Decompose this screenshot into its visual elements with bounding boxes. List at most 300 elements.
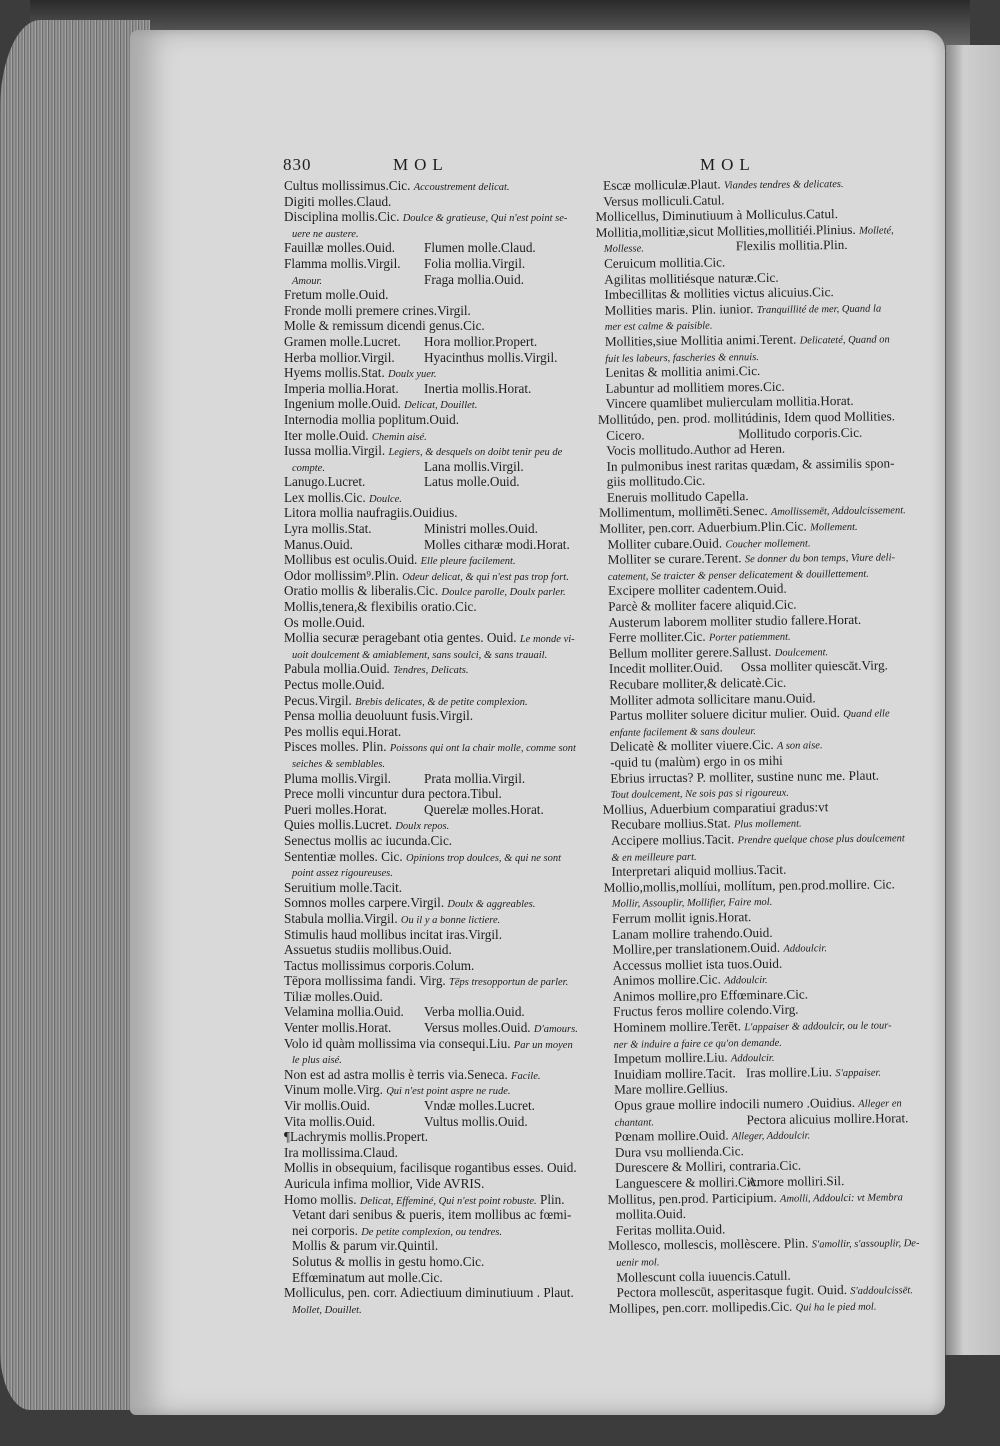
french-gloss: Prendre quelque chose plus doulcement <box>737 833 905 847</box>
dictionary-line <box>284 1098 584 1114</box>
entry-text: Vita mollis.Ouid. <box>284 1113 376 1129</box>
entry-text: Vincere quamlibet mulierculam mollitia.Horat. <box>605 393 854 412</box>
entry-text: Mollia securæ peragebant otia gentes. Ouid. <box>284 630 517 646</box>
entry-text: Manus.Ouid. <box>284 536 353 552</box>
dictionary-line <box>284 1160 584 1176</box>
dictionary-line <box>284 1051 584 1067</box>
entry-text: Incedit molliter.Ouid. <box>608 659 723 677</box>
dictionary-line <box>284 490 584 506</box>
entry-text: -quid tu (malùm) ergo in os mihi <box>610 752 783 770</box>
entry-text: Effœminatum aut molle.Cic. <box>292 1269 443 1285</box>
entry-text: Pueri molles.Horat. <box>284 801 387 817</box>
dictionary-line <box>284 989 584 1005</box>
dictionary-line <box>284 194 584 210</box>
entry-text: Vetant dari senibus & pueris, item mollibus ac fœmi- <box>292 1207 572 1223</box>
entry-text: Querelæ molles.Horat. <box>424 801 544 817</box>
second-entry <box>424 256 525 272</box>
entry-text: Lyra mollis.Stat. <box>284 521 372 537</box>
entry-text: Mollis,tenera,& flexibilis oratio.Cic. <box>284 599 477 615</box>
french-gloss: point assez rigoureuses. <box>292 868 393 880</box>
entry-text: Stimulis haud mollibus incitat iras.Virgil. <box>284 926 503 942</box>
dictionary-line <box>284 365 584 381</box>
entry-text: Vultus mollis.Ouid. <box>424 1113 528 1129</box>
entry-text: Digiti molles.Claud. <box>284 193 392 209</box>
dictionary-line <box>284 552 584 568</box>
second-entry <box>424 240 536 256</box>
entry-text: Animos mollire.Cic. <box>612 971 721 989</box>
french-gloss: Plus mollement. <box>733 818 802 831</box>
dictionary-line <box>284 1036 584 1052</box>
french-gloss: Amollissemēt, Addoulcissement. <box>770 505 906 519</box>
second-entry <box>424 350 557 366</box>
entry-text: Amore molliri.Sil. <box>747 1173 845 1190</box>
french-gloss: Doulce & gratieuse, Qui n'est point se- <box>402 213 568 225</box>
french-gloss: Delicat, Effeminé, Qui n'est point robuste. <box>359 1195 537 1207</box>
right-column <box>595 174 920 1316</box>
french-gloss: Doulx repos. <box>395 821 450 833</box>
entry-text: Mare mollire.Gellius. <box>614 1080 729 1098</box>
dictionary-line <box>284 287 584 303</box>
dictionary-line <box>597 330 902 349</box>
french-gloss: Addoulcir. <box>783 943 828 955</box>
entry-text: Recubare mollius.Stat. <box>610 815 731 833</box>
entry-text: Impetum mollire.Liu. <box>613 1049 728 1067</box>
entry-text: Prata mollia.Virgil. <box>424 770 526 786</box>
entry-text: Quies mollis.Lucret. <box>284 817 393 833</box>
entry-text: Vocis mollitudo.Author ad Heren. <box>606 440 786 458</box>
french-gloss: catement, Se traicter & penser delicatement & douillettement. <box>607 568 869 583</box>
dictionary-line <box>284 1207 584 1223</box>
dictionary-line <box>284 1145 584 1161</box>
entry-text: Pectora alicuius mollire.Horat. <box>746 1109 909 1127</box>
entry-text: Odor mollissim⁹.Plin. <box>284 567 399 583</box>
entry-text: Excipere molliter cadentem.Ouid. <box>607 581 787 599</box>
dictionary-line <box>284 350 584 366</box>
entry-text: Cultus mollissimus.Cic. <box>284 178 411 193</box>
entry-text: Velamina mollia.Ouid. <box>284 1004 404 1020</box>
entry-text: Pectora mollescūt, asperitasque fugit. Ouid. <box>616 1282 848 1300</box>
entry-text: Mollitus, pen.prod. Participium. <box>607 1189 777 1207</box>
french-gloss: Alleger, Addoulcir. <box>731 1130 811 1143</box>
second-entry <box>746 1110 908 1128</box>
french-gloss: D'amours. <box>533 1024 578 1036</box>
dictionary-line <box>284 864 584 880</box>
french-gloss: Poissons qui ont la chair molle, comme sont <box>389 743 576 755</box>
dictionary-line <box>284 849 584 865</box>
french-gloss: Amolli, Addoulci: vt Membra <box>779 1191 903 1205</box>
entry-text: Molliter cubare.Ouid. <box>607 535 723 552</box>
french-gloss: Facile. <box>511 1070 541 1082</box>
second-entry <box>424 1098 535 1114</box>
entry-text: Mollesco, mollescis, mollèscere. Plin. <box>607 1235 809 1254</box>
french-gloss: Doulcement. <box>774 647 829 659</box>
entry-text: Ira mollissima.Claud. <box>284 1144 398 1160</box>
french-gloss: Accoustrement delicat. <box>413 182 510 193</box>
french-gloss: S'amollir, s'assouplir, De- <box>811 1238 920 1251</box>
entry-text: Assuetus studiis mollibus.Ouid. <box>284 942 452 958</box>
dictionary-line <box>284 256 584 272</box>
dictionary-line <box>284 1238 584 1254</box>
french-gloss: Addoulcir. <box>724 975 768 987</box>
entry-text: mollita.Ouid. <box>615 1206 687 1223</box>
dictionary-line <box>284 771 584 787</box>
entry-text: Eneruis mollitudo Capella. <box>606 488 749 505</box>
book-page-edges <box>0 20 150 1410</box>
entry-text: Interpretari aliquid mollius.Tacit. <box>611 861 787 879</box>
french-gloss: Viandes tendres & delicates. <box>723 178 844 192</box>
dictionary-line <box>603 829 908 848</box>
entry-text: Ossa molliter quiescāt.Virg. <box>740 657 889 675</box>
second-entry <box>738 424 862 441</box>
entry-text: Litora mollia naufragiis.Ouidius. <box>284 505 458 521</box>
entry-text: Durescere & Molliri, contraria.Cic. <box>615 1157 802 1176</box>
entry-text: Tactus mollissimus corporis.Colum. <box>284 957 475 973</box>
entry-text: Prece molli vincuntur dura pectora.Tibul. <box>284 786 502 802</box>
entry-text: Mollibus est oculis.Ouid. <box>284 552 418 568</box>
entry-text: Mollescunt colla iuuencis.Catull. <box>616 1267 791 1285</box>
french-gloss: Se donner du bon temps, Viure deli- <box>744 552 896 566</box>
entry-text: Imperia mollia.Horat. <box>284 380 399 396</box>
entry-text: Pectus molle.Ouid. <box>284 677 385 692</box>
dictionary-line <box>284 1270 584 1286</box>
dictionary-line <box>284 428 584 444</box>
french-gloss: Addoulcir. <box>730 1053 775 1065</box>
entry-text: Agilitas mollitiésque naturæ.Cic. <box>604 269 779 287</box>
entry-text: Austerum laborem molliter studio fallere.Horat. <box>608 611 862 630</box>
dictionary-line <box>284 303 584 319</box>
entry-text: Feritas mollita.Ouid. <box>615 1221 726 1238</box>
dictionary-line <box>284 677 584 693</box>
entry-text: Mollire,per translationem.Ouid. <box>612 939 781 957</box>
french-gloss: Le monde vi- <box>519 634 575 646</box>
entry-text: Flexilis mollitia.Plin. <box>735 237 848 254</box>
entry-text: Disciplina mollis.Cic. <box>284 209 400 225</box>
entry-text: Cicero. <box>606 426 645 443</box>
french-gloss: Alleger en <box>858 1098 902 1110</box>
entry-text: Opus graue mollire indocili numero .Ouidius. <box>614 1094 856 1113</box>
french-gloss: uoit doulcement & amiablement, sans soulci, & sans trauail. <box>292 649 548 661</box>
entry-text: Stabula mollia.Virgil. <box>284 910 398 926</box>
dictionary-line <box>284 381 584 397</box>
left-column <box>284 178 584 1316</box>
second-entry <box>424 1020 578 1038</box>
entry-text: Dura vsu mollienda.Cic. <box>614 1143 744 1160</box>
entry-text: Venter mollis.Horat. <box>284 1020 392 1036</box>
dictionary-line <box>284 537 584 553</box>
entry-text: Animos mollire,pro Effœminare.Cic. <box>612 986 809 1004</box>
entry-text: Mollis & parum vir.Quintil. <box>292 1238 439 1254</box>
french-gloss: Chemin aisé. <box>371 431 427 443</box>
dictionary-line <box>284 895 584 911</box>
dictionary-line <box>284 927 584 943</box>
entry-text: Parcè & molliter facere aliquid.Cic. <box>608 596 797 614</box>
dictionary-line <box>284 459 584 475</box>
dictionary-line <box>284 474 584 490</box>
entry-text: Hominem mollire.Terēt. <box>613 1018 742 1035</box>
dictionary-line <box>284 755 584 771</box>
entry-text: Escæ molliculæ.Plaut. <box>602 176 721 193</box>
entry-text: Mollities,siue Mollitia animi.Terent. <box>604 331 797 349</box>
dictionary-line <box>284 272 584 288</box>
entry-text: Pecus.Virgil. <box>284 692 352 708</box>
dictionary-line <box>284 1067 584 1083</box>
french-gloss: Ou il y a bonne lictiere. <box>400 914 501 926</box>
french-gloss: Qui ha le pied mol. <box>795 1301 877 1314</box>
french-gloss: ner & induire a faire ce qu'on demande. <box>613 1037 782 1051</box>
entry-text: Mollimentum, mollimēti.Senec. <box>599 503 768 521</box>
entry-text: Iras mollire.Liu. <box>745 1064 833 1081</box>
dictionary-line <box>284 693 584 709</box>
entry-text: Internodia mollia poplitum.Ouid. <box>284 411 460 427</box>
entry-text: Os molle.Ouid. <box>284 614 365 630</box>
entry-text: Iussa mollia.Virgil. <box>284 443 386 459</box>
entry-text: Accessus molliet ista tuos.Ouid. <box>612 955 783 973</box>
dictionary-line <box>284 505 584 521</box>
entry-text: Lanugo.Lucret. <box>284 474 366 490</box>
running-head-left: MOL <box>393 155 449 174</box>
entry-text: Folia mollia.Virgil. <box>424 255 526 271</box>
entry-text: Vinum molle.Virg. <box>284 1082 383 1098</box>
entry-text: Senectus mollis ac iucunda.Cic. <box>284 832 453 848</box>
second-entry <box>741 658 888 675</box>
entry-text: Flamma mollis.Virgil. <box>284 255 401 271</box>
dictionary-line <box>284 802 584 818</box>
french-gloss: Tēps tresopportun de parler. <box>449 977 569 989</box>
entry-text: Fauillæ molles.Ouid. <box>284 240 395 256</box>
second-entry <box>747 1173 844 1190</box>
dictionary-line <box>284 240 584 256</box>
entry-text: Molliter, pen.corr. Aduerbium.Plin.Cic. <box>599 518 807 537</box>
dictionary-line <box>284 1285 584 1301</box>
french-gloss: S'addoulcissēt. <box>850 1285 913 1298</box>
entry-text: Labuntur ad mollitiem mores.Cic. <box>605 378 785 396</box>
entry-text: Tēpora mollissima fandi. Virg. <box>284 973 446 989</box>
entry-text: Sententiæ molles. Cic. <box>284 848 403 864</box>
entry-text: Languescere & molliri.Cic. <box>615 1174 760 1191</box>
entry-text: Ferrum mollit ignis.Horat. <box>611 909 752 926</box>
entry-text: nei corporis. <box>292 1222 358 1238</box>
french-gloss: Doulce parolle, Doulx parler. <box>441 587 566 599</box>
second-entry <box>424 802 544 818</box>
entry-text: Non est ad astra mollis è terris via.Seneca. <box>284 1066 508 1082</box>
second-entry <box>424 459 524 475</box>
entry-text: Solutus & mollis in gestu homo.Cic. <box>292 1253 485 1269</box>
page-number: 830 <box>283 155 312 174</box>
dictionary-line <box>284 1192 584 1208</box>
french-gloss: compte. <box>292 462 325 474</box>
dictionary-line <box>284 521 584 537</box>
entry-text: Pensa mollia deuoluunt fusis.Virgil. <box>284 708 474 724</box>
entry-text: Hyems mollis.Stat. <box>284 365 385 381</box>
dictionary-line <box>284 599 584 615</box>
entry-text: Molliter admota sollicitare manu.Ouid. <box>609 689 816 708</box>
french-gloss: Delicat, Douillet. <box>404 400 478 412</box>
french-gloss: Par un moyen <box>513 1039 573 1051</box>
french-gloss: Opinions trop doulces, & qui ne sont <box>405 852 562 864</box>
french-gloss: Brebis delicates, & de petite complexion. <box>355 696 528 708</box>
entry-text: Oratio mollis & liberalis.Cic. <box>284 583 439 599</box>
entry-text: Mollities maris. Plin. iunior. <box>604 300 754 318</box>
dictionary-line <box>284 817 584 833</box>
french-gloss: Mollement. <box>810 521 858 534</box>
french-gloss: Molleté, <box>859 225 894 237</box>
entry-text: Pœnam mollire.Ouid. <box>614 1127 729 1145</box>
dictionary-line <box>605 1016 910 1035</box>
second-entry <box>424 521 538 537</box>
entry-text: Hora mollior.Propert. <box>424 333 538 349</box>
french-gloss: De petite complexion, ou tendres. <box>361 1226 502 1238</box>
dictionary-line <box>284 178 584 194</box>
entry-text: Vir mollis.Ouid. <box>284 1098 371 1114</box>
entry-text: Lex mollis.Cic. <box>284 489 366 505</box>
entry-text: Ceruicum mollitia.Cic. <box>603 254 726 271</box>
french-gloss: Porter patiemment. <box>708 631 791 644</box>
french-gloss: Doulx yuer. <box>388 369 437 381</box>
entry-text: Pluma mollis.Virgil. <box>284 770 392 786</box>
french-gloss: Odeur delicat, & qui n'est pas trop fort. <box>402 571 569 583</box>
dictionary-line <box>284 708 584 724</box>
dictionary-line <box>284 833 584 849</box>
entry-text: Pabula mollia.Ouid. <box>284 661 390 677</box>
entry-text: Recubare molliter,& delicatè.Cic. <box>609 674 787 692</box>
entry-text: Gramen molle.Lucret. <box>284 333 401 349</box>
dictionary-line <box>284 318 584 334</box>
dictionary-line <box>284 1082 584 1098</box>
entry-text: Mollitia,mollitiæ,sicut Mollities,mollitiéi.Plinius. <box>595 221 856 240</box>
dictionary-line <box>284 412 584 428</box>
dictionary-line <box>284 786 584 802</box>
running-head-right: MOL <box>700 155 756 174</box>
french-gloss: Legiers, & desquels on doibt tenir peu de <box>388 447 563 459</box>
entry-text: Somnos molles carpere.Virgil. <box>284 895 445 911</box>
french-gloss: uere ne austere. <box>292 228 359 240</box>
entry-text: Herba mollior.Virgil. <box>284 349 395 365</box>
entry-text: Bellum molliter gerere.Sallust. <box>608 643 772 661</box>
facing-page-edge <box>945 45 1000 1355</box>
second-entry <box>424 474 520 490</box>
dictionary-line <box>284 443 584 459</box>
second-entry <box>424 1004 525 1020</box>
french-gloss: Tendres, Delicats. <box>393 665 469 677</box>
entry-text: Delicatè & molliter viuere.Cic. <box>609 737 774 755</box>
french-gloss: Amour. <box>292 275 323 287</box>
dictionary-line <box>284 739 584 755</box>
entry-text: Flumen molle.Claud. <box>424 240 536 256</box>
dictionary-line <box>284 630 584 646</box>
entry-text: Ebrius irructas? P. molliter, sustine nunc me. Plaut. <box>610 767 880 786</box>
second-entry <box>736 237 848 254</box>
french-gloss: Delicateté, Quand on <box>799 334 890 347</box>
dictionary-line <box>284 1176 584 1192</box>
entry-text: Homo mollis. <box>284 1191 357 1207</box>
dictionary-line <box>284 396 584 412</box>
entry-text: Imbecillitas & mollities victus alicuius.Cic. <box>604 284 834 303</box>
french-gloss: Doulx & aggreables. <box>447 899 536 911</box>
french-gloss: uenir mol. <box>616 1257 660 1269</box>
dictionary-line <box>284 334 584 350</box>
dictionary-line <box>284 1301 584 1317</box>
entry-text: Mollicellus, Diminutiuum à Molliculus.Catul. <box>595 206 839 225</box>
entry-text: Mollitúdo, pen. prod. mollitúdinis, Idem quod Mollities. <box>597 408 896 427</box>
second-entry <box>424 381 531 397</box>
entry-text: In pulmonibus inest raritas quædam, & assimilis spon- <box>606 455 895 474</box>
entry-text: Latus molle.Ouid. <box>424 474 520 490</box>
entry-text: Lanam mollire trahendo.Ouid. <box>612 924 773 942</box>
french-gloss: Tranquillité de mer, Quand la <box>756 303 882 316</box>
entry-text: Versus molles.Ouid. <box>424 1020 531 1036</box>
entry-text: Mollio,mollis,mollíui, mollítum, pen.prod.mollire. Cic. <box>603 876 895 895</box>
dictionary-line <box>284 973 584 989</box>
french-gloss: Tout doulcement, Ne sois pas si rigoureux. <box>610 787 789 802</box>
entry-text: Iter molle.Ouid. <box>284 427 369 443</box>
french-gloss: Mollesse. <box>603 243 644 256</box>
entry-text: Seruitium molle.Tacit. <box>284 879 403 895</box>
french-gloss: enfante facilement & sans douleur. <box>609 725 756 739</box>
french-gloss: le plus aisé. <box>292 1055 342 1067</box>
entry-text: Volo id quàm mollissima via consequi.Liu. <box>284 1035 511 1051</box>
dictionary-line <box>284 225 584 241</box>
entry-text: Hyacinthus mollis.Virgil. <box>424 349 558 365</box>
dictionary-line <box>606 1063 911 1082</box>
french-gloss: Mollet, Douillet. <box>292 1304 362 1316</box>
entry-text: Inuidiam mollire.Tacit. <box>613 1065 736 1082</box>
french-gloss: chantant. <box>614 1116 654 1129</box>
entry-text: Molles citharæ modi.Horat. <box>424 536 570 552</box>
dictionary-line <box>284 1114 584 1130</box>
second-entry <box>424 1114 528 1130</box>
second-entry <box>424 771 525 787</box>
dictionary-line <box>284 583 584 599</box>
entry-text: Molle & remissum dicendi genus.Cic. <box>284 318 485 334</box>
second-entry <box>424 537 570 553</box>
french-gloss: A son aise. <box>776 740 823 753</box>
french-gloss: & en meilleure part. <box>611 851 697 864</box>
french-gloss: L'appaiser & addoulcir, ou le tour- <box>744 1020 892 1034</box>
entry-text: giis mollitudo.Cic. <box>606 472 706 490</box>
french-gloss: mer est calme & paisible. <box>604 320 713 334</box>
dictionary-line <box>284 661 584 677</box>
entry-text: Inertia mollis.Horat. <box>424 380 532 396</box>
french-gloss: Elle pleure facilement. <box>420 556 516 568</box>
dictionary-line <box>284 958 584 974</box>
french-gloss: fuit les labeurs, fascheries & ennuis. <box>605 351 759 365</box>
entry-text: Lana mollis.Virgil. <box>424 458 524 474</box>
entry-text: Tiliæ molles.Ouid. <box>284 988 383 1004</box>
entry-text: Partus molliter soluere dicitur mulier. Ouid. <box>609 705 841 724</box>
second-entry <box>424 272 524 288</box>
entry-text: Mollius, Aduerbium comparatiui gradus:vt <box>602 798 829 817</box>
entry-text: Versus molliculi.Catul. <box>603 192 725 209</box>
entry-text: Accipere mollius.Tacit. <box>611 831 735 848</box>
entry-text: Molliculus, pen. corr. Adiectiuum diminutiuum . Plaut. <box>284 1285 574 1301</box>
dictionary-line <box>284 1223 584 1239</box>
entry-text: Verba mollia.Ouid. <box>424 1004 525 1020</box>
entry-text: Ministri molles.Ouid. <box>424 521 538 537</box>
entry-text: Mollitudo corporis.Cic. <box>738 424 863 441</box>
french-gloss: Quand elle <box>843 708 890 721</box>
french-gloss: Doulce. <box>368 493 402 505</box>
french-gloss: S'appaiser. <box>835 1067 882 1079</box>
entry-text: Pisces molles. Plin. <box>284 739 387 755</box>
second-entry <box>424 334 537 350</box>
dictionary-line <box>284 942 584 958</box>
dictionary-line <box>284 911 584 927</box>
dictionary-line <box>284 209 584 225</box>
entry-text: Fronde molli premere crines.Virgil. <box>284 302 471 318</box>
entry-text: ¶Lachrymis mollis.Propert. <box>284 1129 429 1145</box>
entry-text: Plin. <box>536 1191 565 1207</box>
entry-text: Lenitas & mollitia animi.Cic. <box>605 363 761 381</box>
